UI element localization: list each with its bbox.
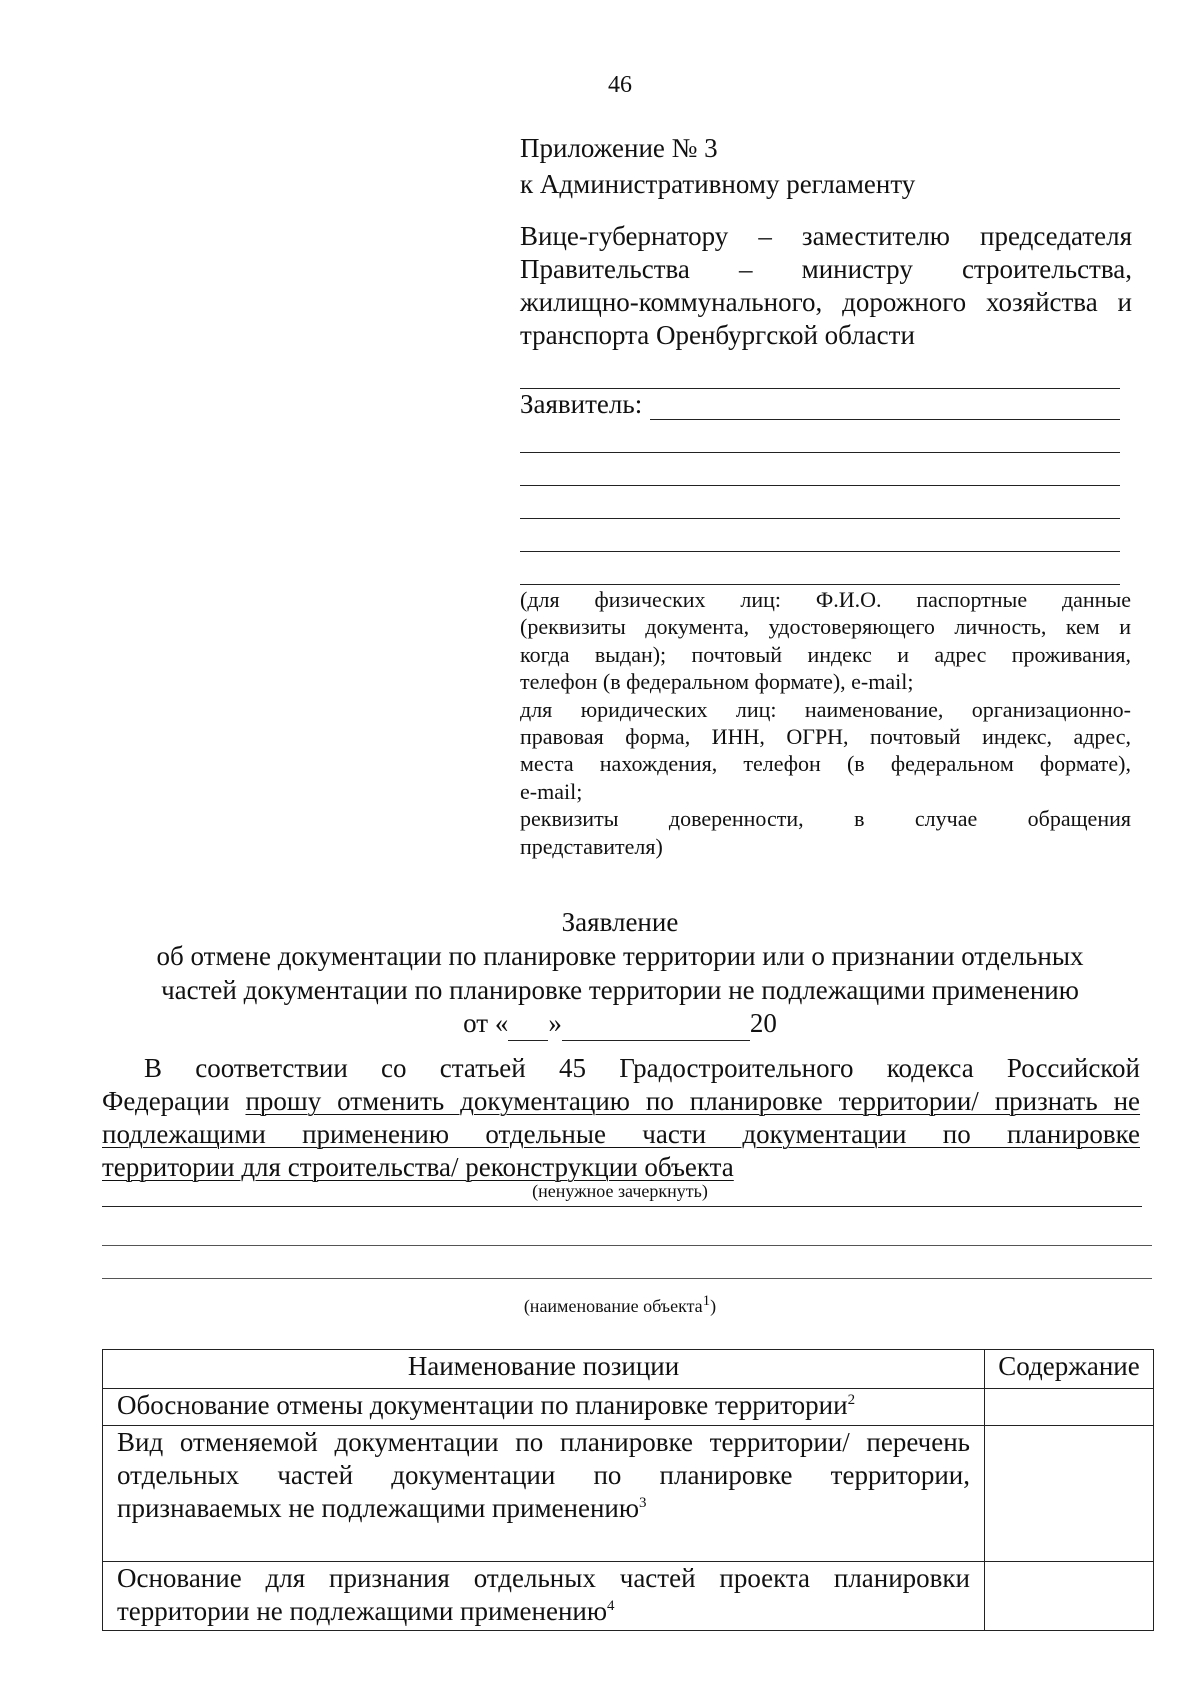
date-prefix: от « — [463, 1008, 509, 1038]
row-3-line-2-wrap — [117, 1595, 970, 1628]
note-line-6: правовая форма, ИНН, ОГРН, почтовый индекс, адрес, — [520, 724, 1131, 750]
body-line-2-underlined: прошу отменить документацию по планировке территории/ признать не — [245, 1086, 1141, 1116]
row-1-position — [103, 1389, 985, 1426]
row-2-line-1: Вид отменяемой документации по планировке территории/ перечень — [117, 1427, 970, 1457]
body-line-1: В соответствии со статьей 45 Градостроительного кодекса Российской — [144, 1053, 1140, 1083]
table-row — [103, 1426, 1154, 1562]
note-line-10: представителя) — [520, 833, 663, 859]
note-line-7: места нахождения, телефон (в федеральном формате), — [520, 751, 1131, 777]
note-line-2: (реквизиты документа, удостоверяющего личность, кем и — [520, 614, 1131, 640]
applicant-blank-line-4 — [520, 518, 1120, 519]
object-blank-line-1 — [102, 1206, 1142, 1207]
statement-subtitle-1: об отмене документации по планировке территории или о признании отдельных — [156, 941, 1084, 971]
object-caption-footnote: 1 — [702, 1293, 711, 1309]
note-line-4: телефон (в федеральном формате), e-mail; — [520, 669, 914, 695]
body-line-2 — [102, 1085, 1140, 1118]
note-line-9: реквизиты доверенности, в случае обращения — [520, 806, 1131, 832]
object-caption — [100, 1293, 1140, 1317]
row-1-line-1: Обоснование отмены документации по планировке территории — [117, 1390, 848, 1420]
note-line-5: для юридических лиц: наименование, организационно- — [520, 696, 1131, 722]
header-content: Содержание — [985, 1350, 1154, 1389]
page-number: 46 — [608, 72, 632, 98]
table-row — [103, 1562, 1154, 1631]
applicant-note — [520, 586, 1131, 860]
row-2-line-3-wrap — [117, 1492, 970, 1525]
note-line-1: (для физических лиц: Ф.И.О. паспортные данные — [520, 587, 1131, 612]
header-position: Наименование позиции — [103, 1350, 985, 1389]
statement-subtitle-2: частей документации по планировке территории не подлежащими применению — [161, 975, 1079, 1005]
applicant-label: Заявитель: — [520, 389, 643, 419]
row-2-content — [985, 1426, 1154, 1562]
table-row — [103, 1389, 1154, 1426]
date-year: 20 — [749, 1008, 777, 1038]
statement-title: Заявление — [561, 907, 679, 937]
date-month-blank — [562, 1006, 750, 1041]
strike-note: (ненужное зачеркнуть) — [532, 1181, 708, 1201]
row-3-content — [985, 1562, 1154, 1631]
annex-line-2: к Административному регламенту — [520, 169, 916, 199]
row-2-footnote: 3 — [639, 1495, 647, 1511]
statement-body — [102, 1052, 1140, 1184]
body-line-2-plain: Федерации — [102, 1086, 246, 1116]
applicant-blank-line-6 — [520, 584, 1120, 585]
row-3-line-1: Основание для признания отдельных частей проекта планировки — [117, 1563, 970, 1593]
note-line-3: когда выдан); почтовый индекс и адрес проживания, — [520, 641, 1131, 667]
recipient-line-2: Правительства – министру строительства, — [520, 254, 1132, 284]
object-caption-end: ) — [710, 1296, 717, 1316]
recipient-line-4: транспорта Оренбургской области — [520, 320, 915, 350]
positions-table — [102, 1349, 1154, 1631]
row-3-footnote: 4 — [607, 1598, 615, 1614]
object-blank-line-3 — [102, 1278, 1152, 1279]
row-2-position — [103, 1426, 985, 1562]
recipient-block — [520, 220, 1132, 352]
note-line-8: e-mail; — [520, 778, 583, 804]
row-2-line-2: отдельных частей документации по планировке территории, — [117, 1460, 970, 1490]
row-1-footnote: 2 — [847, 1392, 856, 1408]
recipient-line-1: Вице-губернатору – заместителю председателя — [520, 221, 1132, 251]
row-3-position — [103, 1562, 985, 1631]
date-mid: » — [548, 1008, 562, 1038]
row-3-line-2: территории не подлежащими применению — [117, 1596, 608, 1626]
table-header-row — [103, 1350, 1154, 1389]
annex-line-1: Приложение № 3 — [520, 133, 718, 163]
body-line-4: территории для строительства/ реконструкции объекта — [102, 1152, 734, 1182]
applicant-blank-line-2 — [520, 452, 1120, 453]
date-day-blank — [508, 1006, 548, 1041]
row-2-line-3: признаваемых не подлежащими применению — [117, 1493, 640, 1523]
statement-date — [100, 1006, 1140, 1041]
applicant-blank-line-1 — [650, 419, 1120, 420]
applicant-blank-line-5 — [520, 551, 1120, 552]
body-line-3: подлежащими применению отдельные части документации по планировке — [102, 1119, 1140, 1149]
annex-header — [520, 130, 915, 202]
object-blank-line-2 — [102, 1245, 1152, 1246]
applicant-blank-line-3 — [520, 485, 1120, 486]
recipient-line-3: жилищно-коммунального, дорожного хозяйства и — [520, 287, 1132, 317]
object-caption-text: (наименование объекта — [523, 1296, 703, 1316]
row-1-content — [985, 1389, 1154, 1426]
